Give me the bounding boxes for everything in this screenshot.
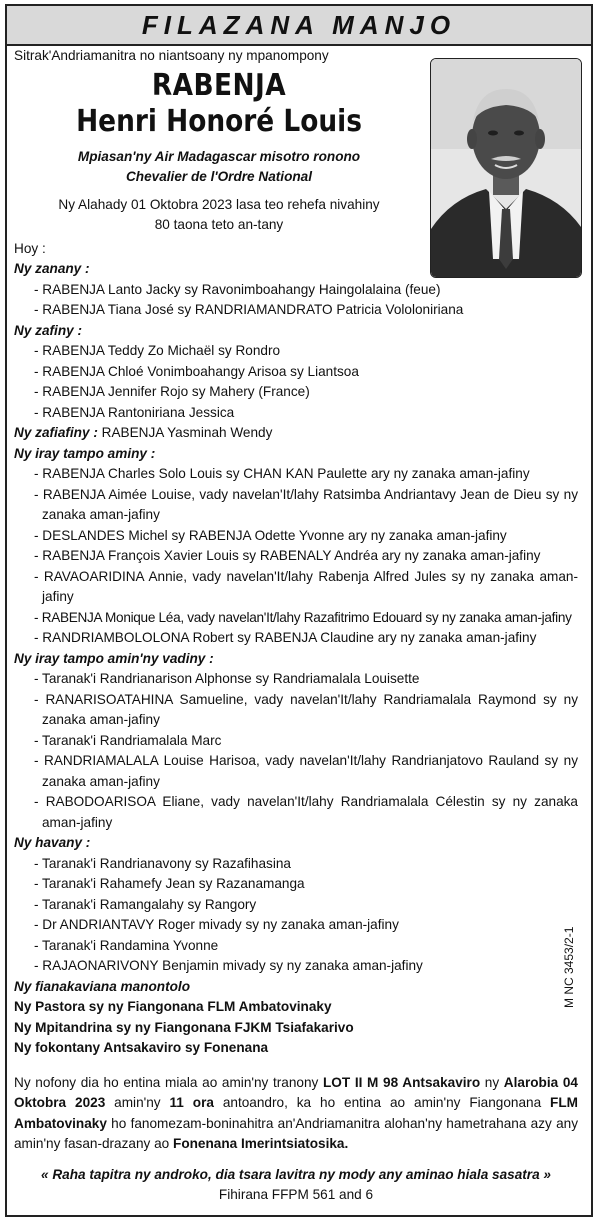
list-item: - RAVAOARIDINA Annie, vady navelan'It/lahy Rabenja Alfred Jules sy ny zanaka aman-jafiny — [34, 568, 578, 604]
list-item: - RANDRIAMALALA Louise Harisoa, vady navelan'It/lahy Randrianjatovo Rauland sy ny zanaka aman-jafiny — [34, 753, 578, 789]
list-item: - RANDRIAMBOLOLONA Robert sy RABENJA Claudine ary ny zanaka aman-jafiny — [34, 630, 537, 645]
closing-quote: « Raha tapitra ny androko, dia tsara lavitra ny mody any aminao hiala sasatra » — [41, 1166, 551, 1182]
section-iray-tampo-vadiny-heading: Ny iray tampo amin'ny vadiny : — [14, 650, 214, 666]
organization-line: Ny Mpitandrina sy ny Fiangonana FJKM Tsiafakarivo — [14, 1019, 354, 1035]
deceased-role — [14, 147, 424, 187]
list-item: - RABENJA Aimée Louise, vady navelan'It/lahy Ratsimba Andriantavy Jean de Dieu sy ny zanaka aman-jafiny — [34, 486, 578, 522]
section-iray-tampo-heading: Ny iray tampo aminy : — [14, 445, 156, 461]
funeral-church: FLM Ambatovinaky — [14, 1095, 578, 1131]
funeral-details — [14, 1073, 578, 1155]
zafiafiny-name: RABENJA Yasminah Wendy — [101, 425, 273, 440]
list-item: - Taranak'i Randrianarison Alphonse sy Randriamalala Louisette — [34, 671, 420, 686]
death-info — [14, 195, 424, 235]
list-item: - RABENJA Rantoniriana Jessica — [34, 404, 235, 420]
funeral-text: Ny nofony dia ho entina miala ao amin'ny tranony — [14, 1074, 323, 1090]
funeral-time: 11 ora — [169, 1095, 214, 1110]
death-date-line: Ny Alahady 01 Oktobra 2023 lasa teo rehefa nivahiny — [58, 196, 380, 212]
funeral-text: ny — [480, 1074, 504, 1090]
notice-banner — [7, 6, 591, 46]
section-zafiafiny — [14, 423, 578, 444]
funeral-text: amin'ny — [105, 1095, 170, 1110]
list-item: - DESLANDES Michel sy RABENJA Odette Yvonne ary ny zanaka aman-jafiny — [34, 527, 507, 543]
list-item: - RABENJA Charles Solo Louis sy CHAN KAN Paulette ary ny zanaka aman-jafiny — [34, 466, 530, 481]
list-item: - RANARISOATAHINA Samueline, vady navelan'It/lahy Randriamalala Raymond sy ny zanaka aman-jafiny — [34, 691, 578, 727]
notice-content — [14, 46, 578, 1206]
list-item: - Taranak'i Rahamefy Jean sy Razanamanga — [34, 876, 305, 891]
role-line-1: Mpiasan'ny Air Madagascar misotro ronono — [77, 148, 361, 164]
hoy-label: Hoy : — [14, 240, 46, 256]
funeral-date: Alarobia 04 Oktobra 2023 — [14, 1074, 578, 1110]
section-havany-heading: Ny havany : — [14, 835, 91, 850]
list-item: - RABODOARISOA Eliane, vady navelan'It/lahy Randriamalala Célestin sy ny zanaka aman-jafiny — [34, 794, 578, 830]
list-item: - Taranak'i Randrianavony sy Razafihasina — [34, 855, 291, 871]
list-item: - Taranak'i Ramangalahy sy Rangory — [34, 896, 257, 912]
funeral-address: LOT II M 98 Antsakaviro — [323, 1074, 481, 1090]
list-item: - RABENJA Teddy Zo Michaël sy Rondro — [34, 343, 281, 358]
funeral-text: antoandro, ka ho entina ao amin'ny Fiangonana — [213, 1095, 551, 1110]
list-item: - Taranak'i Randriamalala Marc — [34, 732, 222, 748]
list-item: - Taranak'i Randamina Yvonne — [34, 937, 219, 953]
organization-line: Ny fokontany Antsakaviro sy Fonenana — [14, 1040, 269, 1055]
deceased-given-names: Henri Honoré Louis — [76, 103, 362, 139]
organization-line: Ny Pastora sy ny Fiangonana FLM Ambatovinaky — [14, 999, 332, 1014]
notice-reference-code: M NC 3453/2-1 — [562, 926, 576, 1008]
list-item: - RABENJA Jennifer Rojo sy Mahery (France) — [34, 384, 310, 399]
list-item: - Dr ANDRIANTAVY Roger mivady sy ny zanaka aman-jafiny — [34, 917, 399, 932]
list-item: - RABENJA Chloé Vonimboahangy Arisoa sy Liantsoa — [34, 363, 359, 379]
funeral-text: ho fanomezam-boninahitra an'Andriamanitra alohan'ny hametrahana azy any amin'ny fasan-drazany ao — [14, 1115, 578, 1151]
deceased-surname: RABENJA — [151, 67, 287, 103]
intro-line: Sitrak'Andriamanitra no niantsoany ny mpanompony — [14, 48, 329, 63]
section-zanany-heading: Ny zanany : — [14, 261, 90, 276]
section-zafiafiny-heading: Ny zafiafiny : — [14, 425, 98, 440]
organization-line: Ny fianakaviana manontolo — [14, 978, 191, 994]
role-line-2: Chevalier de l'Ordre National — [125, 168, 313, 184]
section-zafiny-heading: Ny zafiny : — [14, 322, 82, 338]
list-item: - RABENJA Lanto Jacky sy Ravonimboahangy Haingolalaina (feue) — [34, 281, 441, 297]
age-line: 80 taona teto an-tany — [154, 216, 284, 232]
banner-title: FILAZANA MANJO — [141, 10, 457, 40]
hymn-reference: Fihirana FFPM 561 and 6 — [218, 1187, 374, 1202]
burial-place: Fonenana Imerintsiatosika. — [173, 1136, 349, 1151]
list-item: - RAJAONARIVONY Benjamin mivady sy ny zanaka aman-jafiny — [34, 958, 423, 973]
list-item: - RABENJA François Xavier Louis sy RABENALY Andréa ary ny zanaka aman-jafiny — [34, 548, 541, 563]
list-item: - RABENJA Tiana José sy RANDRIAMANDRATO Patricia Vololoniriana — [34, 302, 464, 317]
list-item: - RABENJA Monique Léa, vady navelan'It/lahy Razafitrimo Edouard sy ny zanaka aman-jafiny — [34, 609, 572, 625]
